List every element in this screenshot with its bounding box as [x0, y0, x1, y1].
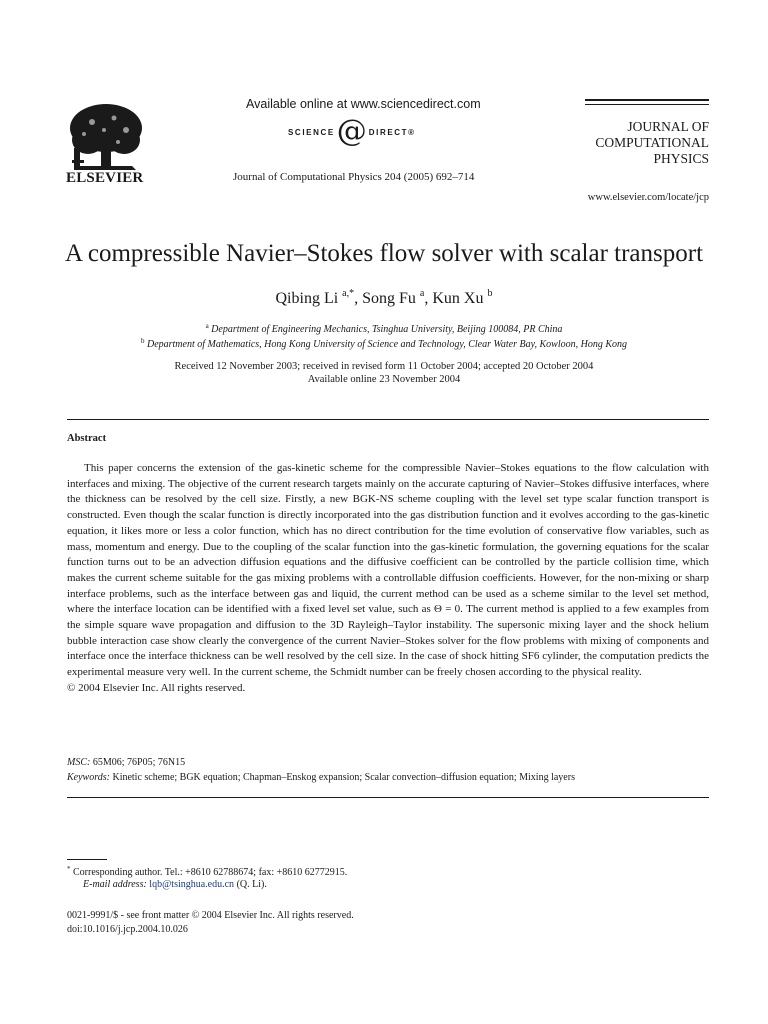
- author-name: Kun Xu: [432, 290, 484, 307]
- msc-codes: [67, 757, 185, 768]
- abstract-body: [67, 461, 709, 697]
- sciencedirect-at-icon: @: [336, 114, 367, 149]
- email-link[interactable]: lqb@tsinghua.edu.cn: [149, 879, 235, 890]
- email-label: E-mail address:: [83, 879, 147, 890]
- author-list: Qibing Li $^{a,*}$, Song Fu $^a$, Kun Xu $^b$: [275, 288, 493, 307]
- author-affiliation-mark: b: [487, 288, 493, 299]
- paper-title: A compressible Navier–Stokes flow solver with scalar transport: [64, 240, 704, 267]
- affiliation-b: [0, 337, 768, 350]
- journal-name-line1: JOURNAL OF: [627, 119, 709, 134]
- author-name: Song Fu: [362, 290, 416, 307]
- sciencedirect-logo: [288, 114, 416, 149]
- divider-top: [67, 419, 709, 420]
- publisher-name: ELSEVIER: [66, 170, 144, 186]
- affiliation-label: a: [205, 322, 209, 330]
- abstract-copyright: © 2004 Elsevier Inc. All rights reserved.: [67, 681, 246, 694]
- author-name: Qibing Li: [275, 290, 339, 307]
- affiliation-label: b: [140, 337, 145, 345]
- email-suffix: (Q. Li).: [236, 879, 267, 890]
- journal-url[interactable]: www.elsevier.com/locate/jcp: [587, 192, 709, 203]
- keywords: [67, 772, 575, 783]
- affiliation-text: Department of Engineering Mechanics, Tsinghua University, Beijing 100084, PR China: [211, 324, 563, 335]
- abstract-heading: Abstract: [67, 433, 107, 444]
- msc-label: MSC:: [67, 757, 91, 768]
- keywords-value: Kinetic scheme; BGK equation; Chapman–Enskog expansion; Scalar convection–diffusion equation; Mixing layers: [112, 772, 575, 783]
- journal-name-line2: COMPUTATIONAL: [595, 135, 709, 150]
- msc-value: 65M06; 76P05; 76N15: [92, 757, 186, 768]
- journal-rule-thick: [585, 99, 709, 101]
- doi-line[interactable]: doi:10.1016/j.jcp.2004.10.026: [67, 924, 188, 935]
- corresponding-author-note: [67, 865, 347, 878]
- available-date: Available online 23 November 2004: [307, 374, 461, 385]
- sciencedirect-logo-right: DIRECT: [368, 127, 409, 137]
- affiliation-a: [0, 322, 768, 335]
- issn-line: 0021-9991/$ - see front matter © 2004 Elsevier Inc. All rights reserved.: [67, 910, 354, 921]
- footnote-rule: [67, 859, 107, 860]
- abstract-paragraph: This paper concerns the extension of the gas-kinetic scheme for the compressible Navier–Stokes equations to the flow calculation with interfaces and mixing. The objective of the current research targets mainly on the accurate capturing of Navier–Stokes diffusive interfaces, where the thickness can be resolved by the cell size. Firstly, a new BGK-NS scheme coupling with the level set type scalar function transport is constructed. Even though the scalar function is directly incorporated into the gas distribution function and it evolves according to the gas-kinetic equation, it likes more or less a color function, which has no direct contribution for the time evolution of conservative flow variables, such as mass, momentum and energy. Due to the coupling of the scalar function into the gas-kinetic formulation, the governing equations for the scalar function turns out to be an advection diffusion equations and the diffusive coefficient can be controlled by the particle collision time, which makes the current scheme suitable for the gas mixing problems with a controllable diffusion coefficients. However, for the non-mixing or sharp interface problems, such as the interface between gas and liquid, the current method can be used as a scheme similar to the level set method, where the interface location can be identified with a fixed level set value, such as Θ = 0. The current method is applied to a few examples from the simple square wave propagation and diffusion to the 3D Rayleigh–Taylor instability. The supersonic mixing layer and the shock helium bubble interaction case show clearly the convergence of the current Navier–Stokes solver for the flow problems with mixing of components and interface once the interface thickness can be well resolved by the cell size. In the case of shock hitting SF6 cylinder, the computation predicts the experimental measure very well. In the current scheme, the Schmidt number can be freely chosen according to the physical reality.: [67, 462, 709, 679]
- journal-citation: Journal of Computational Physics 204 (2005) 692–714: [233, 171, 475, 183]
- journal-name: [585, 119, 709, 167]
- registered-mark: ®: [408, 127, 416, 137]
- received-dates: Received 12 November 2003; received in revised form 11 October 2004; accepted 20 October 2004: [174, 361, 594, 372]
- sciencedirect-logo-left: SCIENCE: [288, 127, 335, 137]
- keywords-label: Keywords:: [67, 772, 110, 783]
- email-note: [83, 879, 267, 890]
- corresponding-author-text: Corresponding author. Tel.: +8610 62788674; fax: +8610 62772915.: [73, 867, 348, 878]
- affiliation-text: Department of Mathematics, Hong Kong University of Science and Technology, Clear Water Bay, Kowloon, Hong Kong: [146, 339, 628, 350]
- divider-bottom: [67, 797, 709, 798]
- footnote-mark: *: [67, 865, 71, 873]
- author-affiliation-mark: a,*: [342, 288, 355, 299]
- journal-name-line3: PHYSICS: [653, 151, 709, 166]
- journal-rule-thin: [585, 104, 709, 105]
- author-affiliation-mark: a: [419, 288, 425, 299]
- available-online-text[interactable]: Available online at www.sciencedirect.com: [246, 97, 481, 111]
